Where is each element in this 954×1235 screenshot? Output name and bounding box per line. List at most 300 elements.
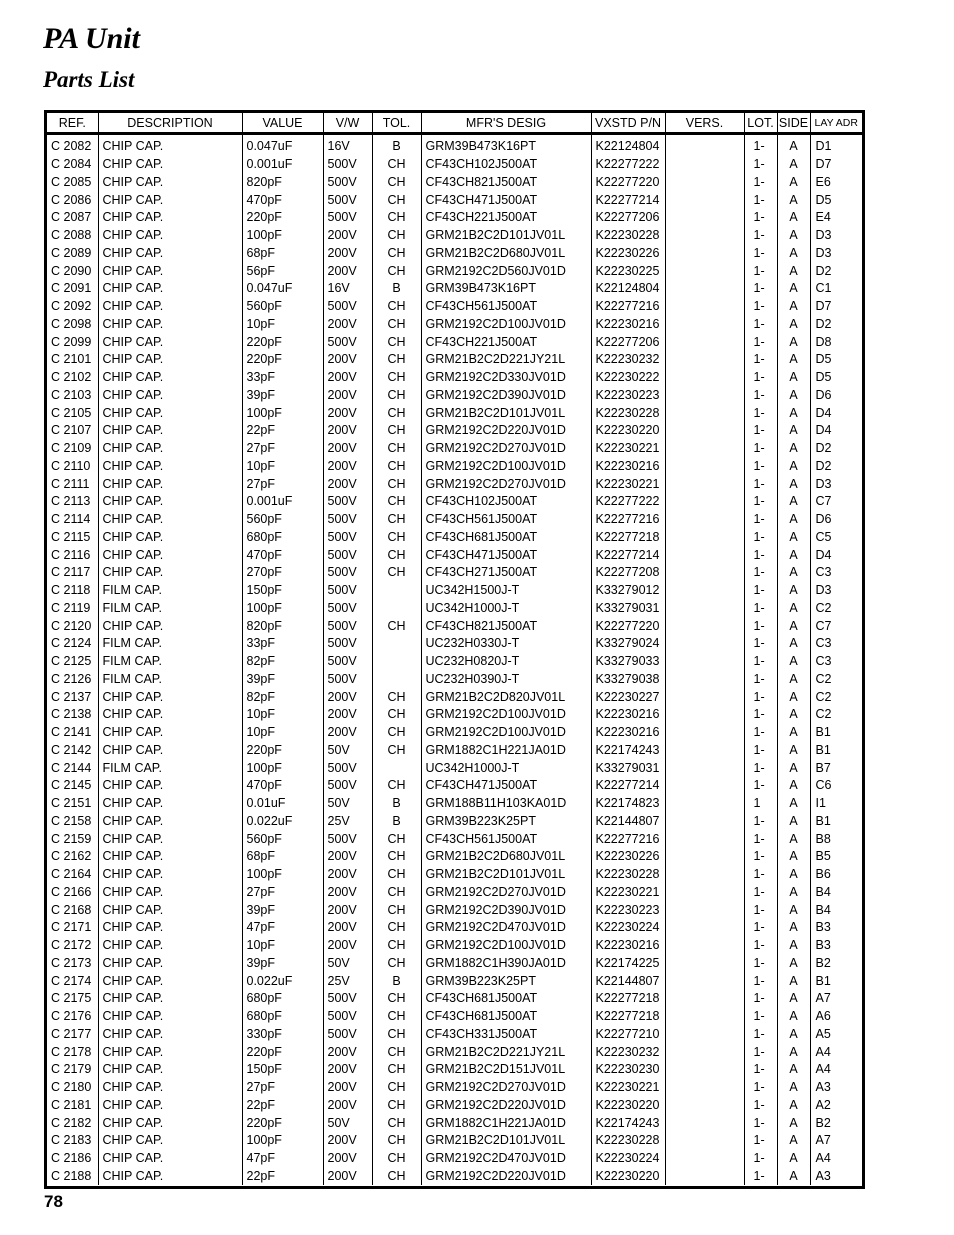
cell-lot: 1- <box>744 387 777 405</box>
cell-tol <box>372 635 421 653</box>
cell-tol: CH <box>372 316 421 334</box>
cell-lay-adr: B3 <box>810 919 862 937</box>
cell-lay-adr: D6 <box>810 511 862 529</box>
cell-vers <box>665 174 744 192</box>
cell-lay-adr: A6 <box>810 1008 862 1026</box>
cell-side: A <box>777 511 810 529</box>
cell-description: CHIP CAP. <box>98 724 242 742</box>
cell-lot: 1- <box>744 1008 777 1026</box>
cell-description: CHIP CAP. <box>98 1061 242 1079</box>
cell-ref: C 2177 <box>51 1026 92 1041</box>
cell-vxstd-pn: K22230226 <box>591 245 665 263</box>
cell-lot: 1- <box>744 990 777 1008</box>
cell-value: 27pF <box>242 884 323 902</box>
cell-lay-adr: B8 <box>810 830 862 848</box>
cell-description: CHIP CAP. <box>98 298 242 316</box>
cell-lot: 1- <box>744 298 777 316</box>
cell-vers <box>665 706 744 724</box>
cell-tol: CH <box>372 369 421 387</box>
cell-lay-adr: D2 <box>810 458 862 476</box>
cell-value: 560pF <box>242 830 323 848</box>
cell-tol: CH <box>372 333 421 351</box>
cell-vers <box>665 511 744 529</box>
table-row <box>47 671 862 689</box>
cell-value: 0.022uF <box>242 813 323 831</box>
cell-description: FILM CAP. <box>98 671 242 689</box>
cell-vw: 200V <box>323 706 372 724</box>
cell-mfrs-desig: GRM2192C2D270JV01D <box>421 1079 591 1097</box>
cell-lot: 1- <box>744 369 777 387</box>
col-header-value: VALUE <box>242 113 323 134</box>
cell-vers <box>665 387 744 405</box>
table-row <box>47 706 862 724</box>
cell-side: A <box>777 1132 810 1150</box>
cell-value: 10pF <box>242 724 323 742</box>
cell-mfrs-desig: GRM21B2C2D680JV01L <box>421 245 591 263</box>
table-row <box>47 724 862 742</box>
cell-vw: 500V <box>323 191 372 209</box>
cell-description: CHIP CAP. <box>98 156 242 174</box>
cell-value: 560pF <box>242 511 323 529</box>
cell-lot: 1- <box>744 742 777 760</box>
cell-value: 33pF <box>242 635 323 653</box>
cell-side: A <box>777 134 810 156</box>
cell-vxstd-pn: K22230222 <box>591 369 665 387</box>
cell-vxstd-pn: K22230221 <box>591 884 665 902</box>
cell-lot: 1- <box>744 422 777 440</box>
cell-lot: 1- <box>744 156 777 174</box>
cell-side: A <box>777 298 810 316</box>
cell-lay-adr: B4 <box>810 884 862 902</box>
cell-value: 0.001uF <box>242 493 323 511</box>
cell-tol: CH <box>372 546 421 564</box>
cell-ref: C 2158 <box>51 813 92 828</box>
cell-side: A <box>777 227 810 245</box>
table-row <box>47 653 862 671</box>
cell-mfrs-desig: CF43CH821J500AT <box>421 617 591 635</box>
cell-lay-adr: D4 <box>810 404 862 422</box>
cell-vxstd-pn: K22277216 <box>591 298 665 316</box>
cell-side: A <box>777 174 810 192</box>
cell-vxstd-pn: K22230228 <box>591 404 665 422</box>
cell-vxstd-pn: K33279038 <box>591 671 665 689</box>
table-row <box>47 546 862 564</box>
cell-description: CHIP CAP. <box>98 440 242 458</box>
cell-tol: CH <box>372 351 421 369</box>
table-row <box>47 440 862 458</box>
cell-lot: 1- <box>744 316 777 334</box>
cell-value: 22pF <box>242 422 323 440</box>
page-title: PA Unit <box>43 22 140 55</box>
cell-mfrs-desig: GRM1882C1H221JA01D <box>421 1114 591 1132</box>
cell-description: CHIP CAP. <box>98 316 242 334</box>
cell-ref: C 2116 <box>51 547 91 562</box>
cell-tol: CH <box>372 1097 421 1115</box>
cell-value: 10pF <box>242 706 323 724</box>
cell-vw: 50V <box>323 795 372 813</box>
col-header-mfrs-desig: MFR'S DESIG <box>421 113 591 134</box>
cell-lot: 1- <box>744 1079 777 1097</box>
cell-vw: 500V <box>323 653 372 671</box>
cell-vw: 200V <box>323 688 372 706</box>
cell-ref: C 2171 <box>51 920 92 935</box>
cell-value: 150pF <box>242 1061 323 1079</box>
cell-lay-adr: B1 <box>810 724 862 742</box>
cell-lay-adr: B1 <box>810 813 862 831</box>
cell-description: CHIP CAP. <box>98 422 242 440</box>
cell-tol: CH <box>372 1008 421 1026</box>
cell-vers <box>665 134 744 156</box>
cell-vers <box>665 1114 744 1132</box>
cell-lot: 1- <box>744 848 777 866</box>
cell-vers <box>665 458 744 476</box>
cell-lot: 1- <box>744 955 777 973</box>
cell-side: A <box>777 387 810 405</box>
table-row <box>47 316 862 334</box>
cell-vxstd-pn: K22277214 <box>591 546 665 564</box>
cell-side: A <box>777 422 810 440</box>
cell-description: CHIP CAP. <box>98 848 242 866</box>
table-row <box>47 227 862 245</box>
cell-description: CHIP CAP. <box>98 972 242 990</box>
cell-tol: CH <box>372 706 421 724</box>
cell-side: A <box>777 617 810 635</box>
cell-vxstd-pn: K22230223 <box>591 901 665 919</box>
cell-lot: 1- <box>744 351 777 369</box>
cell-tol: B <box>372 972 421 990</box>
cell-value: 330pF <box>242 1026 323 1044</box>
cell-ref: C 2090 <box>51 263 92 278</box>
cell-vxstd-pn: K22230224 <box>591 919 665 937</box>
cell-lot: 1- <box>744 688 777 706</box>
cell-side: A <box>777 830 810 848</box>
cell-description: CHIP CAP. <box>98 404 242 422</box>
cell-ref: C 2126 <box>51 671 92 686</box>
cell-ref: C 2166 <box>51 884 92 899</box>
cell-side: A <box>777 671 810 689</box>
cell-vxstd-pn: K22174243 <box>591 742 665 760</box>
cell-side: A <box>777 635 810 653</box>
cell-vers <box>665 600 744 618</box>
cell-vxstd-pn: K22230221 <box>591 1079 665 1097</box>
cell-tol: B <box>372 795 421 813</box>
cell-vxstd-pn: K22277210 <box>591 1026 665 1044</box>
cell-lot: 1- <box>744 600 777 618</box>
cell-vw: 200V <box>323 1079 372 1097</box>
cell-vers <box>665 493 744 511</box>
col-header-description: DESCRIPTION <box>98 113 242 134</box>
table-row <box>47 777 862 795</box>
cell-vw: 500V <box>323 546 372 564</box>
table-row <box>47 866 862 884</box>
cell-vw: 200V <box>323 1097 372 1115</box>
cell-ref: C 2085 <box>51 174 92 189</box>
cell-vw: 200V <box>323 848 372 866</box>
cell-side: A <box>777 795 810 813</box>
cell-lay-adr: C7 <box>810 493 862 511</box>
cell-vxstd-pn: K33279012 <box>591 582 665 600</box>
cell-vers <box>665 653 744 671</box>
cell-vxstd-pn: K22277220 <box>591 617 665 635</box>
cell-vxstd-pn: K22277216 <box>591 511 665 529</box>
cell-lay-adr: C2 <box>810 600 862 618</box>
cell-tol: CH <box>372 262 421 280</box>
cell-mfrs-desig: CF43CH102J500AT <box>421 156 591 174</box>
cell-value: 680pF <box>242 990 323 1008</box>
cell-tol: CH <box>372 990 421 1008</box>
cell-side: A <box>777 493 810 511</box>
cell-description: CHIP CAP. <box>98 955 242 973</box>
cell-vxstd-pn: K22230221 <box>591 475 665 493</box>
cell-tol: CH <box>372 1114 421 1132</box>
cell-vw: 50V <box>323 1114 372 1132</box>
parts-table <box>47 113 862 1185</box>
cell-lay-adr: E6 <box>810 174 862 192</box>
cell-lay-adr: A3 <box>810 1079 862 1097</box>
cell-vxstd-pn: K22277206 <box>591 333 665 351</box>
cell-side: A <box>777 866 810 884</box>
cell-lay-adr: D8 <box>810 333 862 351</box>
cell-description: CHIP CAP. <box>98 777 242 795</box>
cell-tol: CH <box>372 1043 421 1061</box>
cell-lot: 1- <box>744 134 777 156</box>
cell-side: A <box>777 972 810 990</box>
table-row <box>47 404 862 422</box>
cell-description: CHIP CAP. <box>98 191 242 209</box>
cell-value: 220pF <box>242 742 323 760</box>
cell-tol: CH <box>372 777 421 795</box>
cell-lay-adr: D3 <box>810 475 862 493</box>
cell-description: CHIP CAP. <box>98 884 242 902</box>
cell-tol: CH <box>372 688 421 706</box>
cell-ref: C 2151 <box>51 796 92 811</box>
cell-side: A <box>777 742 810 760</box>
cell-vxstd-pn: K22230223 <box>591 387 665 405</box>
cell-mfrs-desig: GRM2192C2D100JV01D <box>421 937 591 955</box>
cell-vw: 200V <box>323 937 372 955</box>
cell-side: A <box>777 937 810 955</box>
cell-ref: C 2119 <box>51 600 91 615</box>
cell-lay-adr: D7 <box>810 156 862 174</box>
cell-lot: 1- <box>744 227 777 245</box>
cell-vers <box>665 351 744 369</box>
cell-side: A <box>777 884 810 902</box>
cell-side: A <box>777 706 810 724</box>
cell-lay-adr: B2 <box>810 1114 862 1132</box>
cell-value: 82pF <box>242 688 323 706</box>
cell-vers <box>665 564 744 582</box>
cell-value: 68pF <box>242 848 323 866</box>
cell-mfrs-desig: GRM2192C2D390JV01D <box>421 901 591 919</box>
cell-vw: 200V <box>323 227 372 245</box>
cell-tol: CH <box>372 1079 421 1097</box>
cell-vers <box>665 209 744 227</box>
cell-lay-adr: I1 <box>810 795 862 813</box>
table-row <box>47 1168 862 1186</box>
cell-tol: CH <box>372 475 421 493</box>
cell-vw: 500V <box>323 493 372 511</box>
cell-lot: 1- <box>744 1132 777 1150</box>
cell-vers <box>665 333 744 351</box>
cell-tol: CH <box>372 1168 421 1186</box>
cell-mfrs-desig: GRM2192C2D100JV01D <box>421 724 591 742</box>
cell-lot: 1- <box>744 653 777 671</box>
cell-vxstd-pn: K33279031 <box>591 759 665 777</box>
col-header-vxstd-pn: VXSTD P/N <box>591 113 665 134</box>
cell-mfrs-desig: GRM39B223K25PT <box>421 813 591 831</box>
cell-value: 0.001uF <box>242 156 323 174</box>
cell-vw: 200V <box>323 1150 372 1168</box>
cell-vw: 200V <box>323 1132 372 1150</box>
cell-tol: CH <box>372 617 421 635</box>
table-row <box>47 1061 862 1079</box>
cell-vers <box>665 1061 744 1079</box>
table-row <box>47 582 862 600</box>
cell-tol: CH <box>372 298 421 316</box>
cell-vers <box>665 617 744 635</box>
cell-vxstd-pn: K22277218 <box>591 529 665 547</box>
table-row <box>47 458 862 476</box>
cell-lot: 1- <box>744 511 777 529</box>
cell-ref: C 2111 <box>51 476 90 491</box>
table-row <box>47 564 862 582</box>
cell-vw: 500V <box>323 564 372 582</box>
cell-description: CHIP CAP. <box>98 688 242 706</box>
cell-mfrs-desig: GRM2192C2D220JV01D <box>421 1097 591 1115</box>
cell-side: A <box>777 688 810 706</box>
cell-vers <box>665 777 744 795</box>
cell-side: A <box>777 1079 810 1097</box>
cell-vers <box>665 813 744 831</box>
cell-mfrs-desig: CF43CH471J500AT <box>421 191 591 209</box>
cell-vxstd-pn: K22230220 <box>591 422 665 440</box>
cell-value: 470pF <box>242 191 323 209</box>
cell-vxstd-pn: K22230232 <box>591 351 665 369</box>
table-row <box>47 298 862 316</box>
cell-ref: C 2115 <box>51 529 91 544</box>
cell-value: 56pF <box>242 262 323 280</box>
cell-lot: 1- <box>744 440 777 458</box>
cell-ref: C 2114 <box>51 512 91 527</box>
cell-mfrs-desig: UC342H1000J-T <box>421 600 591 618</box>
cell-ref: C 2168 <box>51 902 92 917</box>
cell-mfrs-desig: GRM21B2C2D820JV01L <box>421 688 591 706</box>
cell-ref: C 2089 <box>51 245 92 260</box>
cell-description: FILM CAP. <box>98 759 242 777</box>
cell-vw: 50V <box>323 955 372 973</box>
cell-vers <box>665 1043 744 1061</box>
cell-value: 220pF <box>242 1114 323 1132</box>
table-row <box>47 990 862 1008</box>
cell-ref: C 2142 <box>51 742 92 757</box>
cell-tol: CH <box>372 742 421 760</box>
cell-ref: C 2175 <box>51 991 92 1006</box>
cell-value: 39pF <box>242 955 323 973</box>
cell-lot: 1- <box>744 1061 777 1079</box>
cell-description: CHIP CAP. <box>98 280 242 298</box>
cell-vers <box>665 830 744 848</box>
cell-vxstd-pn: K22277206 <box>591 209 665 227</box>
col-header-lay-adr: LAY ADR <box>810 113 862 134</box>
cell-vers <box>665 582 744 600</box>
cell-tol: B <box>372 813 421 831</box>
cell-vxstd-pn: K22174243 <box>591 1114 665 1132</box>
cell-vxstd-pn: K33279024 <box>591 635 665 653</box>
cell-ref: C 2162 <box>51 849 92 864</box>
cell-mfrs-desig: CF43CH331J500AT <box>421 1026 591 1044</box>
cell-lot: 1- <box>744 884 777 902</box>
cell-vers <box>665 245 744 263</box>
cell-tol: CH <box>372 1061 421 1079</box>
cell-ref: C 2120 <box>51 618 92 633</box>
cell-lay-adr: C6 <box>810 777 862 795</box>
cell-ref: C 2117 <box>51 565 91 580</box>
cell-vxstd-pn: K22277222 <box>591 493 665 511</box>
cell-vw: 200V <box>323 1043 372 1061</box>
table-row <box>47 937 862 955</box>
cell-mfrs-desig: GRM2192C2D270JV01D <box>421 884 591 902</box>
cell-vw: 500V <box>323 671 372 689</box>
cell-ref: C 2176 <box>51 1009 92 1024</box>
cell-value: 33pF <box>242 369 323 387</box>
cell-lot: 1- <box>744 191 777 209</box>
cell-vw: 500V <box>323 990 372 1008</box>
cell-ref: C 2101 <box>51 352 92 367</box>
cell-vers <box>665 990 744 1008</box>
cell-lay-adr: A5 <box>810 1026 862 1044</box>
cell-mfrs-desig: UC342H1000J-T <box>421 759 591 777</box>
cell-mfrs-desig: CF43CH681J500AT <box>421 990 591 1008</box>
cell-tol: CH <box>372 1132 421 1150</box>
cell-vw: 16V <box>323 134 372 156</box>
cell-vers <box>665 972 744 990</box>
cell-description: CHIP CAP. <box>98 174 242 192</box>
cell-side: A <box>777 458 810 476</box>
cell-vxstd-pn: K22230221 <box>591 440 665 458</box>
cell-lot: 1- <box>744 475 777 493</box>
cell-value: 39pF <box>242 387 323 405</box>
cell-side: A <box>777 475 810 493</box>
cell-vw: 500V <box>323 830 372 848</box>
table-row <box>47 848 862 866</box>
cell-mfrs-desig: GRM2192C2D100JV01D <box>421 706 591 724</box>
cell-vxstd-pn: K22277214 <box>591 191 665 209</box>
table-row <box>47 134 862 156</box>
cell-vw: 200V <box>323 369 372 387</box>
cell-vers <box>665 1079 744 1097</box>
cell-vxstd-pn: K22144807 <box>591 813 665 831</box>
cell-tol: CH <box>372 493 421 511</box>
cell-lay-adr: C2 <box>810 688 862 706</box>
cell-lay-adr: D6 <box>810 387 862 405</box>
cell-value: 100pF <box>242 600 323 618</box>
cell-value: 680pF <box>242 1008 323 1026</box>
cell-value: 470pF <box>242 777 323 795</box>
cell-lot: 1- <box>744 1150 777 1168</box>
cell-vw: 500V <box>323 511 372 529</box>
cell-vers <box>665 1132 744 1150</box>
table-row <box>47 688 862 706</box>
table-row <box>47 742 862 760</box>
cell-vw: 500V <box>323 600 372 618</box>
cell-value: 47pF <box>242 1150 323 1168</box>
cell-mfrs-desig: GRM21B2C2D101JV01L <box>421 404 591 422</box>
cell-mfrs-desig: GRM21B2C2D101JV01L <box>421 227 591 245</box>
cell-value: 0.022uF <box>242 972 323 990</box>
cell-vers <box>665 671 744 689</box>
cell-ref: C 2088 <box>51 228 92 243</box>
cell-side: A <box>777 191 810 209</box>
